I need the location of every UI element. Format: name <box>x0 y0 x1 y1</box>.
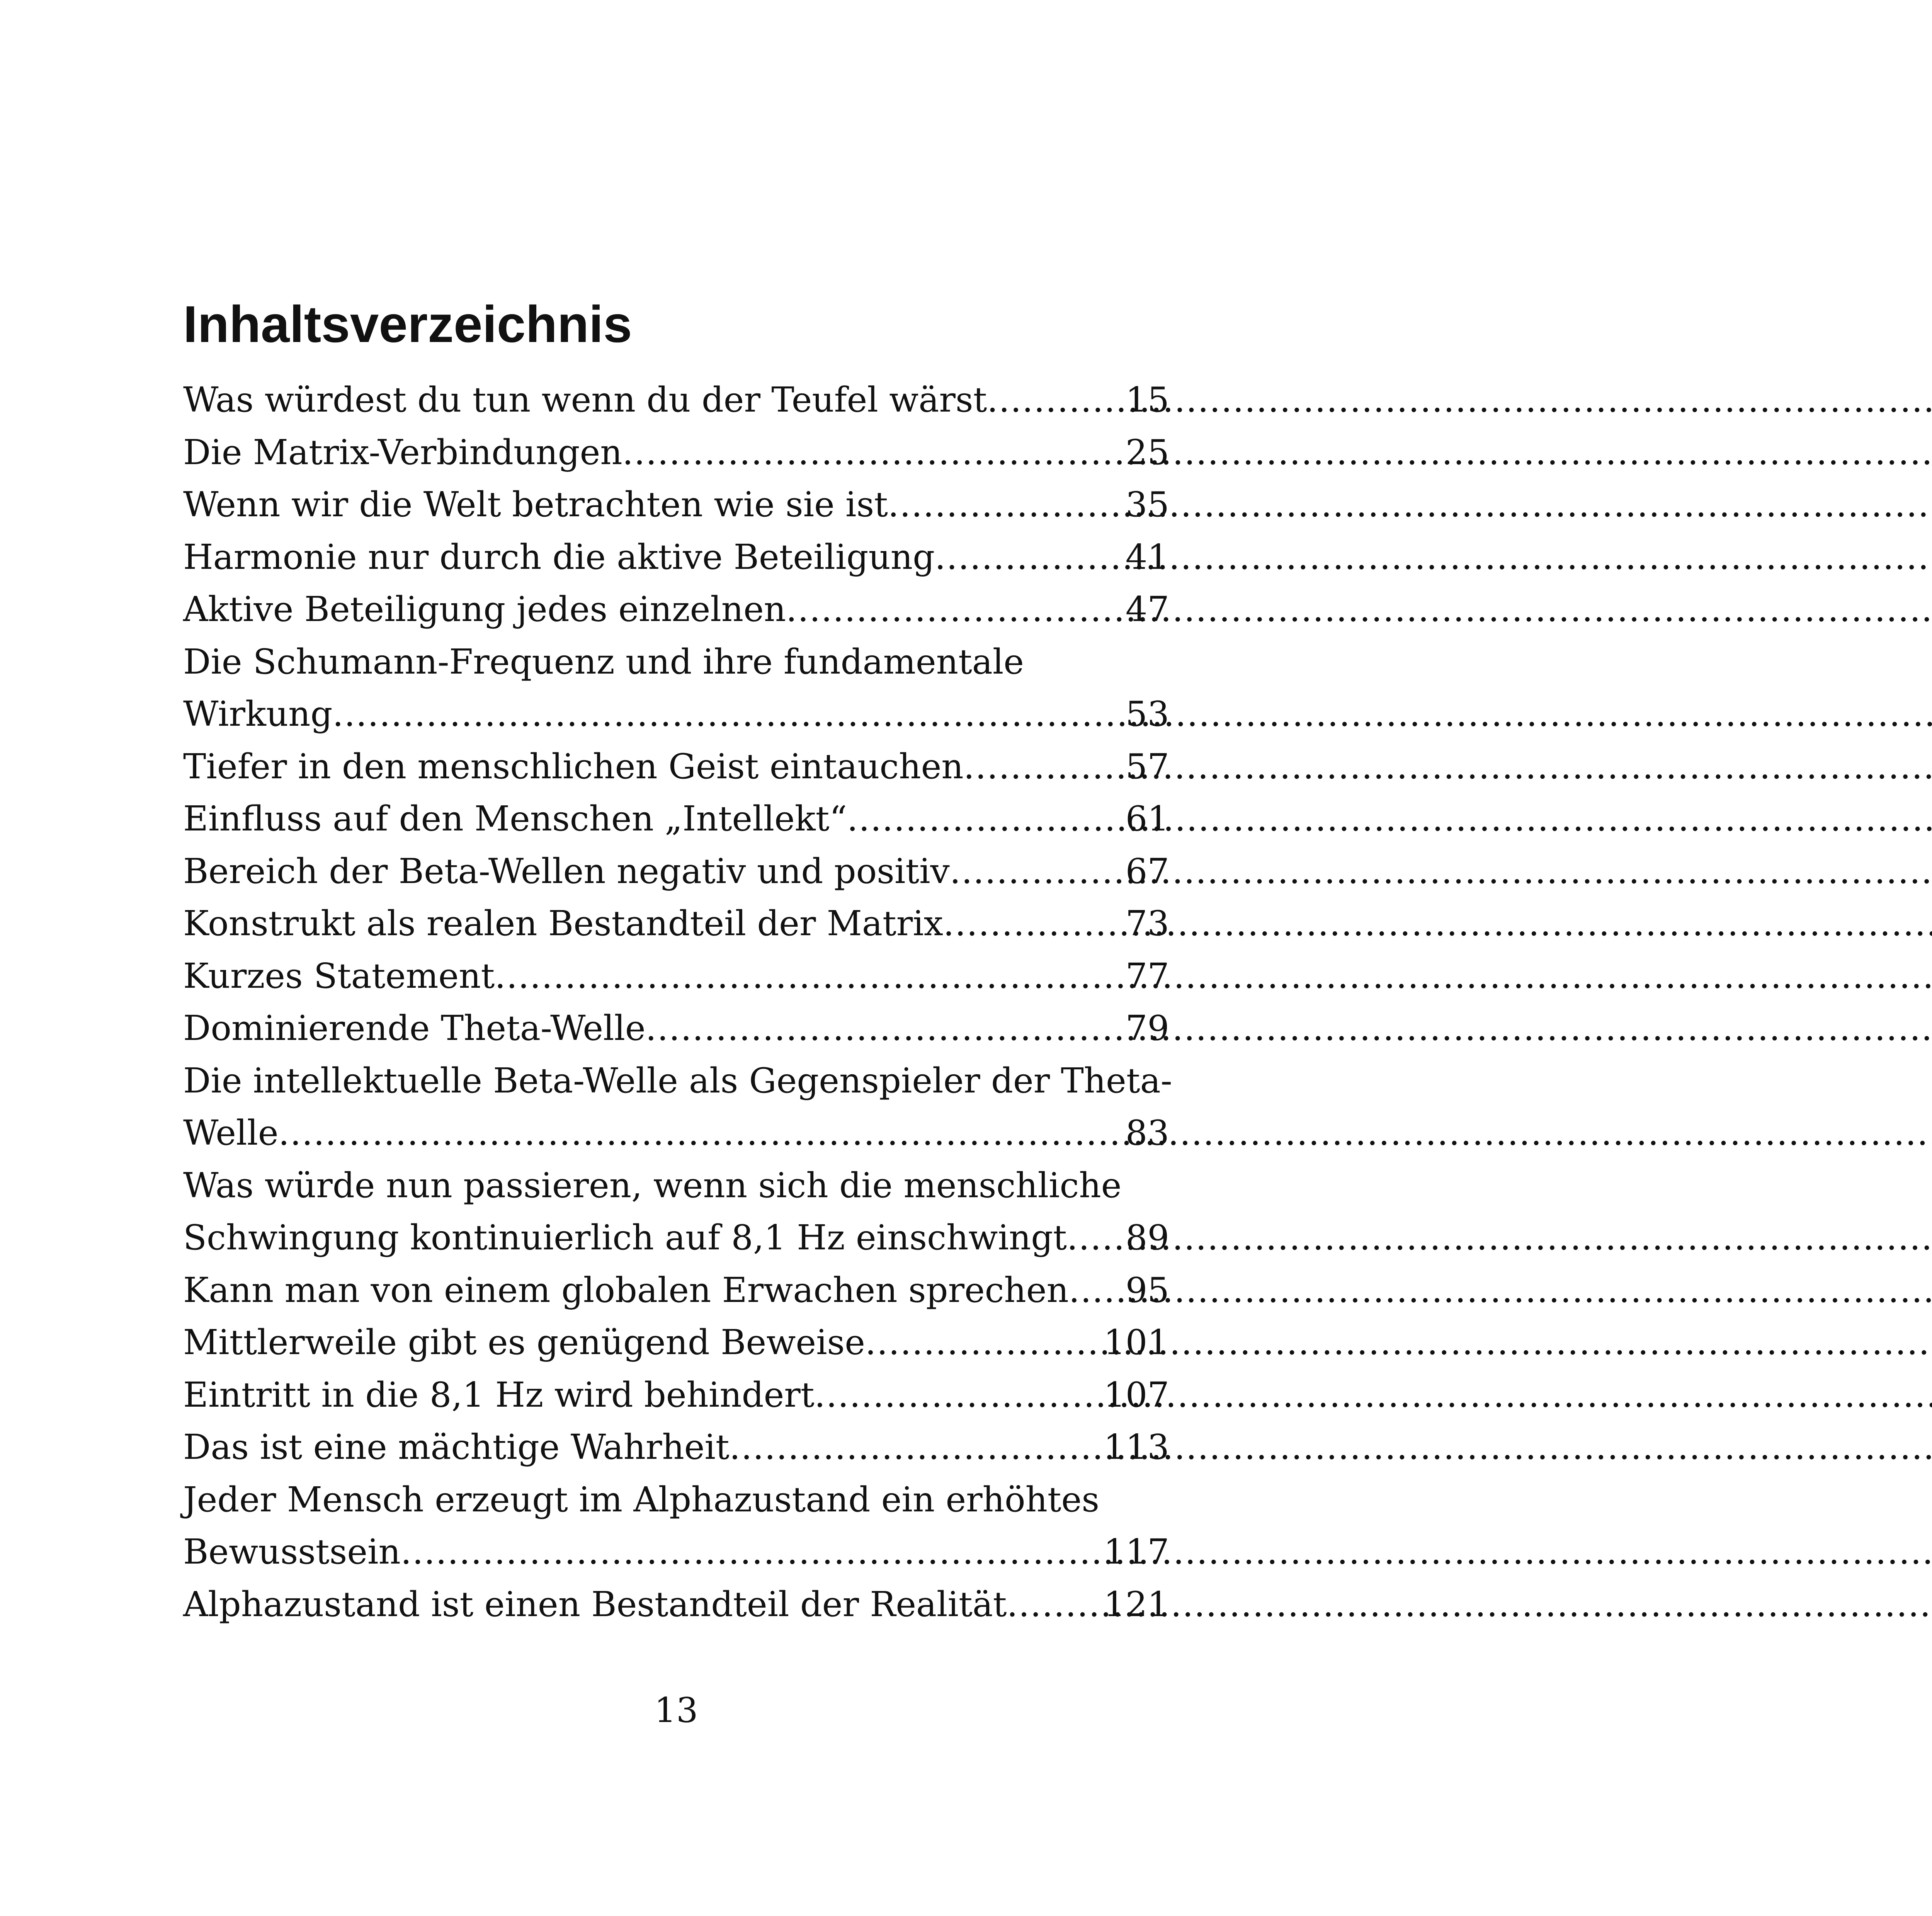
toc-entry-row <box>183 1526 1169 1578</box>
toc-heading: Inhaltsverzeichnis <box>183 296 632 353</box>
toc-entry-page: 101 <box>1104 1322 1169 1362</box>
toc-entry-title-line: Schwingung kontinuierlich auf 8,1 Hz einschwingt <box>183 1217 1067 1257</box>
toc-entry-row <box>183 793 1169 845</box>
toc-entry-page: 67 <box>1125 851 1169 891</box>
toc-entry-page: 89 <box>1125 1217 1169 1257</box>
toc-entry-row <box>183 1421 1169 1474</box>
toc-entry-page: 57 <box>1125 746 1169 786</box>
dot-leader <box>847 793 1126 845</box>
toc-entry <box>183 740 1169 793</box>
toc-entry <box>183 1474 1169 1578</box>
toc-entry-title-line: Was würde nun passieren, wenn sich die menschliche <box>183 1165 1122 1205</box>
dot-leader <box>935 531 1126 584</box>
toc-entry-row <box>183 583 1169 636</box>
toc-entry-row <box>183 531 1169 584</box>
toc-entry-page: 25 <box>1125 432 1169 472</box>
dot-leader <box>987 374 1125 426</box>
toc-entry-row <box>183 1369 1169 1421</box>
toc-entry-title-line: Tiefer in den menschlichen Geist eintauchen <box>183 746 964 786</box>
toc-entry-title-line: Alphazustand ist einen Bestandteil der Realität <box>183 1584 1007 1624</box>
dot-leader <box>401 1526 1104 1578</box>
dot-leader <box>815 1369 1104 1421</box>
toc-entry-row <box>183 426 1169 479</box>
toc-entry <box>183 1159 1169 1264</box>
toc-entry-row <box>183 478 1169 531</box>
toc-entry-page: 117 <box>1104 1531 1169 1572</box>
toc-entry <box>183 1264 1169 1317</box>
toc-entry-title-line: Die intellektuelle Beta-Welle als Gegenspieler der Theta- <box>183 1060 1172 1101</box>
dot-leader <box>730 1421 1104 1474</box>
dot-leader <box>1007 1578 1104 1631</box>
toc-entry-title-line: Bereich der Beta-Wellen negativ und positiv <box>183 851 950 891</box>
dot-leader <box>964 740 1126 793</box>
toc-entry-title-line: Mittlerweile gibt es genügend Beweise <box>183 1322 865 1362</box>
toc-entry-title-line: Eintritt in die 8,1 Hz wird behindert <box>183 1374 815 1415</box>
toc-entry-title-line: Dominierende Theta-Welle <box>183 1008 646 1048</box>
toc-entry-page: 53 <box>1125 694 1169 734</box>
toc-entry-row <box>183 1316 1169 1369</box>
toc-entry-row <box>183 1264 1169 1317</box>
toc-entry-title-line: Das ist eine mächtige Wahrheit <box>183 1427 730 1467</box>
toc-entry-page: 79 <box>1125 1008 1169 1048</box>
dot-leader <box>888 478 1126 531</box>
toc-entry-row <box>183 897 1169 950</box>
toc-entry-title-line: Jeder Mensch erzeugt im Alphazustand ein erhöhtes <box>183 1479 1100 1520</box>
toc-entry-page: 107 <box>1104 1374 1169 1415</box>
toc-entry <box>183 1369 1169 1421</box>
toc-entry-page: 95 <box>1125 1269 1169 1310</box>
toc-entry <box>183 1421 1169 1474</box>
dot-leader <box>622 426 1126 479</box>
table-of-contents <box>183 374 1172 1630</box>
toc-entry-title-line: Wirkung <box>183 694 333 734</box>
toc-entry-row <box>183 1107 1169 1159</box>
page-number: 13 <box>654 1690 698 1730</box>
toc-entry-title-line: Die Schumann-Frequenz und ihre fundamentale <box>183 641 1024 682</box>
toc-entry-title-line: Was würdest du tun wenn du der Teufel wärst <box>183 379 987 420</box>
toc-entry-title-line: Einfluss auf den Menschen „Intellekt“ <box>183 798 847 839</box>
toc-entry <box>183 374 1169 426</box>
toc-entry <box>183 1055 1172 1159</box>
toc-entry-title-line: Wenn wir die Welt betrachten wie sie ist <box>183 484 888 524</box>
dot-leader <box>943 897 1126 950</box>
toc-entry-row <box>183 1212 1169 1264</box>
toc-entry <box>183 478 1169 531</box>
toc-entry <box>183 1002 1169 1055</box>
dot-leader <box>786 583 1126 636</box>
toc-entry-title-line: Die Matrix-Verbindungen <box>183 432 622 472</box>
toc-entry-page: 61 <box>1125 798 1169 839</box>
toc-entry <box>183 1316 1169 1369</box>
toc-entry-page: 47 <box>1125 589 1169 629</box>
toc-entry-row <box>183 1002 1169 1055</box>
toc-entry-row <box>183 950 1169 1002</box>
toc-entry-title-line: Aktive Beteiligung jedes einzelnen <box>183 589 786 629</box>
toc-entry-page: 121 <box>1104 1584 1169 1624</box>
toc-entry <box>183 426 1169 479</box>
toc-entry-page: 83 <box>1125 1113 1169 1153</box>
toc-entry <box>183 897 1169 950</box>
toc-entry-title-line: Konstrukt als realen Bestandteil der Matrix <box>183 903 943 943</box>
toc-entry-row <box>183 688 1169 740</box>
toc-entry <box>183 793 1169 845</box>
toc-entry <box>183 1578 1169 1631</box>
toc-entry-page: 113 <box>1104 1427 1169 1467</box>
toc-entry <box>183 583 1169 636</box>
toc-entry <box>183 845 1169 898</box>
toc-entry-page: 15 <box>1125 379 1169 420</box>
toc-entry-page: 41 <box>1125 536 1169 577</box>
toc-entry-title-line: Bewusstsein <box>183 1531 401 1572</box>
toc-entry-row <box>183 740 1169 793</box>
toc-entry-title-line: Kurzes Statement <box>183 955 495 996</box>
toc-entry-title-line: Harmonie nur durch die aktive Beteiligung <box>183 536 935 577</box>
dot-leader <box>279 1107 1126 1159</box>
toc-entry-title-line: Welle <box>183 1113 279 1153</box>
toc-entry-page: 73 <box>1125 903 1169 943</box>
dot-leader <box>646 1002 1126 1055</box>
dot-leader <box>1067 1212 1126 1264</box>
dot-leader <box>1069 1264 1126 1317</box>
dot-leader <box>950 845 1126 898</box>
toc-entry-row <box>183 1578 1169 1631</box>
dot-leader <box>865 1316 1104 1369</box>
toc-entry-page: 77 <box>1125 955 1169 996</box>
toc-entry <box>183 950 1169 1002</box>
toc-entry-page: 35 <box>1125 484 1169 524</box>
toc-entry <box>183 531 1169 584</box>
toc-entry-row <box>183 845 1169 898</box>
toc-entry-row <box>183 374 1169 426</box>
dot-leader <box>495 950 1125 1002</box>
toc-entry <box>183 636 1169 740</box>
toc-entry-title-line: Kann man von einem globalen Erwachen sprechen <box>183 1269 1069 1310</box>
dot-leader <box>332 688 1125 740</box>
